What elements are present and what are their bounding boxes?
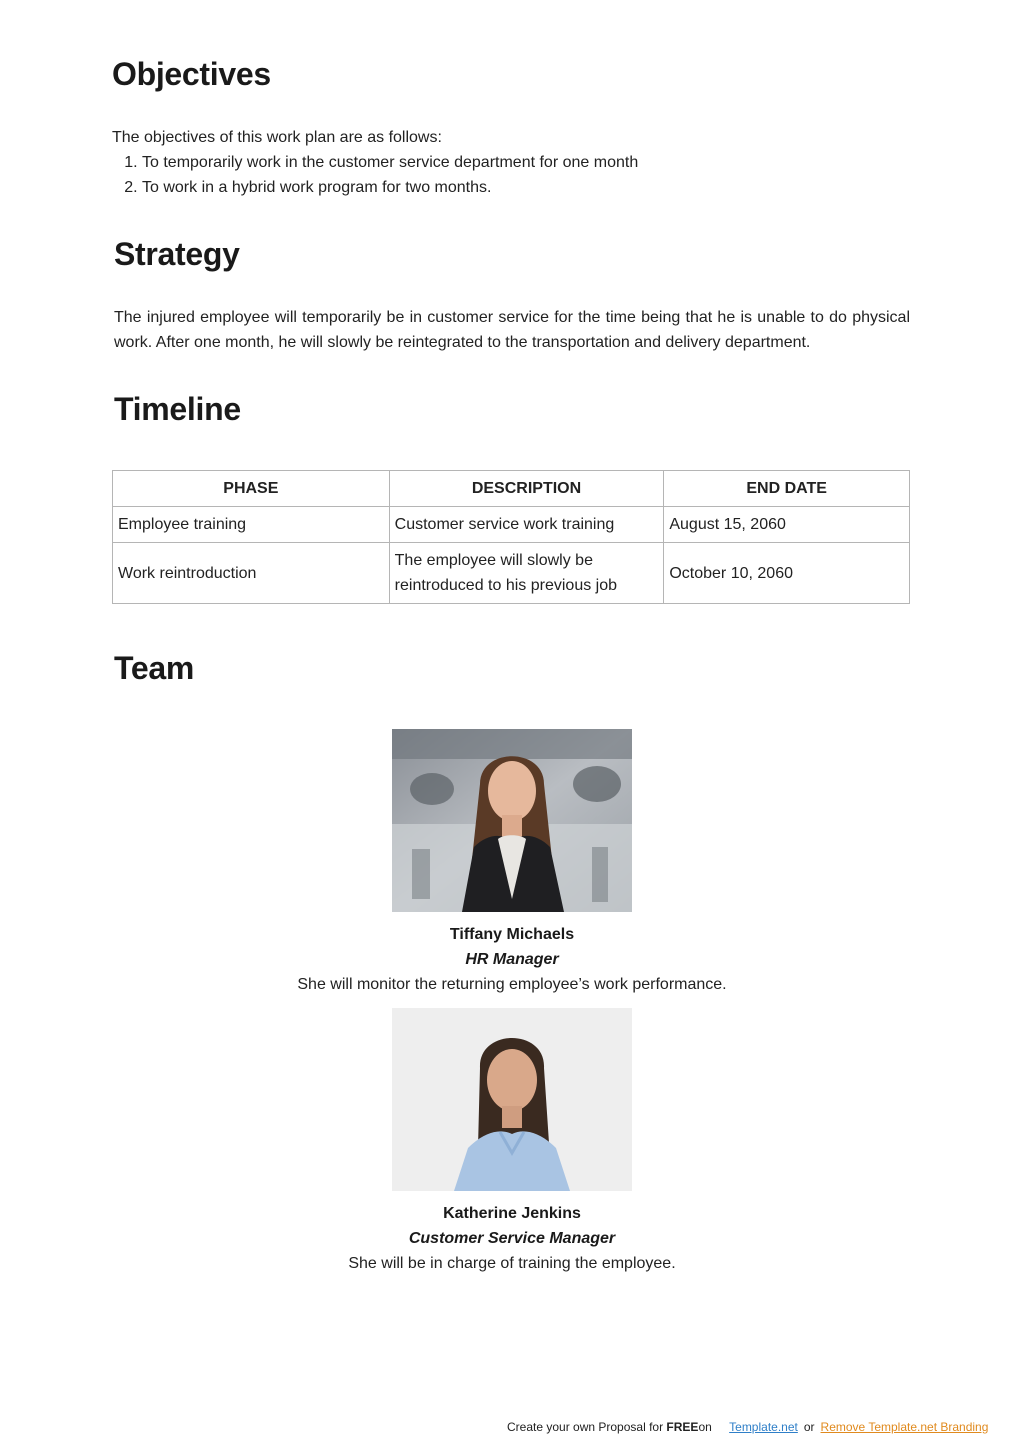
cell-phase: Work reintroduction bbox=[113, 543, 390, 604]
objectives-intro: The objectives of this work plan are as follows: bbox=[112, 129, 442, 146]
team-member-role: HR Manager bbox=[465, 951, 559, 968]
column-header-phase: PHASE bbox=[113, 471, 390, 507]
cell-end-date: August 15, 2060 bbox=[664, 507, 910, 543]
team-member-description: She will be in charge of training the employee. bbox=[348, 1255, 676, 1272]
table-row bbox=[113, 543, 910, 604]
footer-prefix: Create your own Proposal for bbox=[507, 1420, 667, 1434]
remove-branding-link[interactable]: Remove Template.net Branding bbox=[820, 1420, 989, 1434]
footer-or: or bbox=[803, 1420, 815, 1434]
team-member-photo bbox=[392, 729, 632, 912]
footer-on: on bbox=[698, 1420, 712, 1434]
footer-branding bbox=[507, 1420, 988, 1434]
table-row bbox=[113, 507, 910, 543]
timeline-table bbox=[112, 470, 910, 604]
cell-phase: Employee training bbox=[113, 507, 390, 543]
team-member-name: Katherine Jenkins bbox=[443, 1205, 581, 1222]
team-member-card bbox=[0, 729, 1024, 997]
objectives-section bbox=[112, 125, 912, 200]
column-header-description: DESCRIPTION bbox=[389, 471, 664, 507]
cell-description: Customer service work training bbox=[389, 507, 664, 543]
template-net-link[interactable]: Template.net bbox=[729, 1420, 798, 1434]
team-member-card bbox=[0, 1008, 1024, 1276]
team-member-name: Tiffany Michaels bbox=[449, 926, 575, 943]
strategy-text: The injured employee will temporarily be in customer service for the time being that he is unable to do physical work. After one month, he will slowly be reintegrated to the transportation and delivery department. bbox=[114, 309, 910, 351]
objectives-list bbox=[112, 150, 912, 200]
table-header-row bbox=[113, 471, 910, 507]
team-member-role: Customer Service Manager bbox=[408, 1230, 616, 1247]
cell-description: The employee will slowly be reintroduced to his previous job bbox=[389, 543, 664, 604]
footer-free: FREE bbox=[666, 1420, 699, 1434]
column-header-end-date: END DATE bbox=[664, 471, 910, 507]
strategy-heading: Strategy bbox=[114, 236, 240, 272]
timeline-heading: Timeline bbox=[114, 391, 241, 427]
objectives-heading: Objectives bbox=[112, 56, 271, 92]
cell-end-date: October 10, 2060 bbox=[664, 543, 910, 604]
team-member-description: She will monitor the returning employee’s work performance. bbox=[297, 976, 727, 993]
team-heading: Team bbox=[114, 650, 195, 686]
list-item: 2. To work in a hybrid work program for two months. bbox=[142, 175, 912, 200]
list-item: 1. To temporarily work in the customer service department for one month bbox=[142, 150, 912, 175]
team-member-photo bbox=[392, 1008, 632, 1191]
